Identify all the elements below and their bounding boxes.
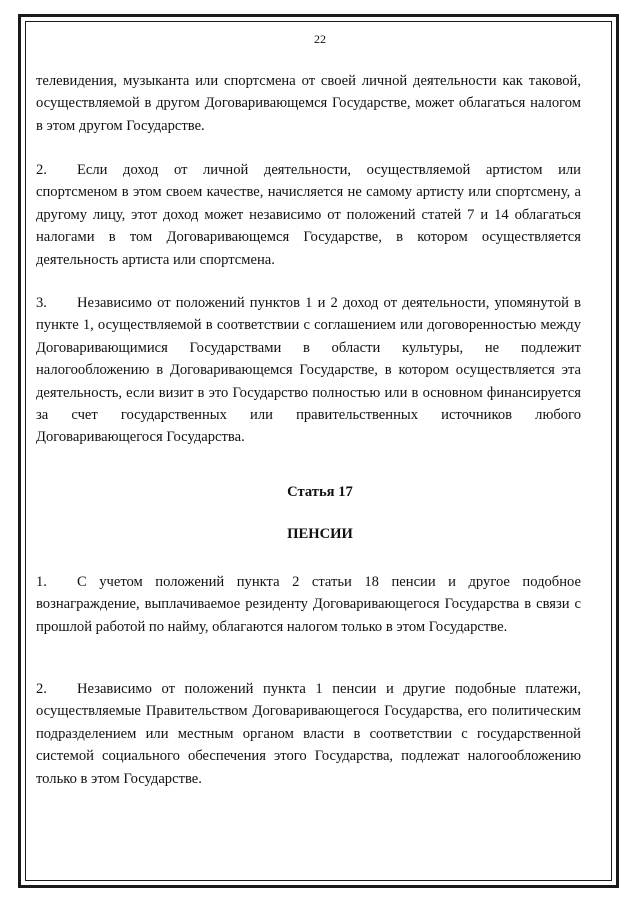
paragraph-text: Независимо от положений пункта 1 пенсии и другие подобные платежи, осуществляемые Правительством Договаривающегося Государства, его политическим подразделением или местным органом власти в соответствии с государственной системой социального обеспечения этого Государства, подлежат налогообложению только в этом Государстве. bbox=[36, 681, 581, 787]
page-number: 22 bbox=[314, 32, 326, 46]
paragraph-number: 2. bbox=[36, 681, 47, 697]
intro-paragraph bbox=[36, 70, 581, 137]
article17-title: ПЕНСИИ bbox=[287, 526, 353, 542]
paragraph-text: С учетом положений пункта 2 статьи 18 пенсии и другое подобное вознаграждение, выплачиваемое резиденту Договаривающегося Государства в связи с прошлой работой по найму, облагаются налогом только в этом Государстве. bbox=[36, 574, 581, 635]
intro-paragraph-text: телевидения, музыканта или спортсмена от своей личной деятельности как таковой, осуществляемой в другом Договаривающемся Государстве, может облагаться налогом в этом другом Государстве. bbox=[36, 73, 581, 134]
article17-heading: Статья 17 bbox=[287, 484, 353, 500]
paragraph-text: Независимо от положений пунктов 1 и 2 доход от деятельности, упомянутой в пункте 1, осуществляемой в соответствии с соглашением или договоренностью между Договаривающимися Государствами в области культуры, не подлежит налогообложению в Договаривающемся Государстве, в котором осуществляется эта деятельность, если визит в это Государство полностью или в основном финансируется за счет государственных или правительственных источников любого Договаривающегося Государства. bbox=[36, 295, 581, 446]
paragraph-number: 2. bbox=[36, 162, 47, 178]
article17-paragraph-2 bbox=[36, 678, 581, 790]
article16-paragraph-3 bbox=[36, 292, 581, 449]
paragraph-number: 1. bbox=[36, 574, 47, 590]
paragraph-number: 3. bbox=[36, 295, 47, 311]
article16-paragraph-2 bbox=[36, 159, 581, 271]
article17-paragraph-1 bbox=[36, 571, 581, 638]
paragraph-text: Если доход от личной деятельности, осуществляемой артистом или спортсменом в этом своем качестве, начисляется не самому артисту или спортсмену, а другому лицу, этот доход может независимо от положений статей 7 и 14 облагаться налогами в том Договаривающемся Государстве, в котором осуществляется деятельность артиста или спортсмена. bbox=[36, 162, 581, 268]
